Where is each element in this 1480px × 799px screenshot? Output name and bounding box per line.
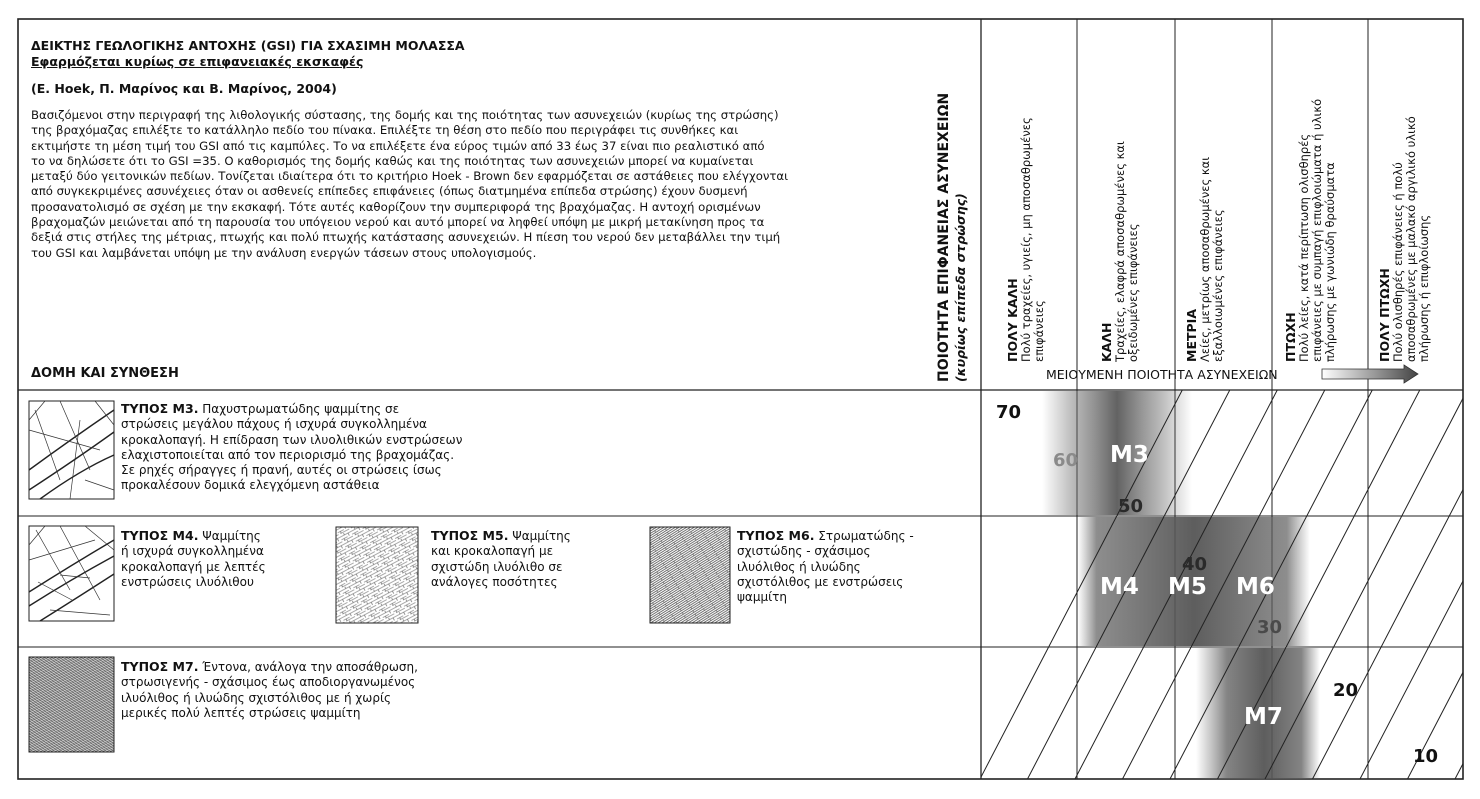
type-m3-description: ΤΥΠΟΣ Μ3. Παχυστρωματώδης ψαμμίτης σε στρώσεις μεγάλου πάχους ή ισχυρά συγκολλημένα κροκαλοπαγή. Η επίδραση των ιλυολιθικών ενστρώσεων ελαχιστοποιείται από τον περιορισμό της βραχομάζας. Σε ρηχές σήραγγες ή πρανή, αυτές οι στρώσεις ίσως προκαλέσουν δομικά ελεγχόμενη αστάθεια [121, 401, 463, 493]
intro-block [31, 38, 931, 261]
type-m6-description: ΤΥΠΟΣ Μ6. Στρωματώδης - σχιστώδης - σχάσιμος ιλυόλιθος ή ιλυώδης σχιστόλιθος με ενστρώσεις ψαμμίτη [737, 528, 914, 605]
surface-quality-title: ΠΟΙΟΤΗΤΑ ΕΠΙΦΑΝΕΙΑΣ ΑΣΥΝΕΧΕΙΩΝ [936, 92, 952, 382]
authors: (Ε. Hoek, Π. Μαρίνος και Β. Μαρίνος, 2004) [31, 81, 337, 96]
structure-heading: ΔΟΜΗ ΚΑΙ ΣΥΝΘΕΣΗ [31, 366, 179, 381]
gsi-value-40: 40 [1182, 554, 1208, 575]
gsi-value-70: 70 [996, 402, 1022, 423]
zone-label-m4: M4 [1100, 574, 1139, 600]
gsi-contour-line [1455, 390, 1480, 779]
gsi-contour-line [1408, 390, 1480, 779]
type-m5-description: ΤΥΠΟΣ Μ5. Ψαμμίτης και κροκαλοπαγή με σχιστώδη ιλυόλιθο σε ανάλογες ποσότητες [431, 528, 571, 589]
zone-label-m5: M5 [1168, 574, 1207, 600]
type-m7-description: ΤΥΠΟΣ Μ7. Έντονα, ανάλογα την αποσάθρωση, στρωσιγενής - σχάσιμος έως αποδιοργανωμένος ιλυόλιθος ή ιλυώδης σχιστόλιθος με ή χωρίς μερικές πολύ λεπτές στρώσεις ψαμμίτη [121, 659, 418, 720]
zone-label-m3: M3 [1110, 442, 1149, 468]
gsi-value-50: 50 [1118, 496, 1144, 517]
sketch-m5 [336, 527, 418, 623]
sketch-m4 [29, 526, 114, 621]
type-m4-description: ΤΥΠΟΣ Μ4. Ψαμμίτης ή ισχυρά συγκολλημένα κροκαλοπαγή με λεπτές ενστρώσεις ιλυόλιθου [121, 528, 266, 589]
gsi-value-10: 10 [1413, 746, 1439, 767]
gsi-contour-line [1360, 390, 1480, 779]
zone-label-m7: M7 [1244, 704, 1283, 730]
decreasing-quality-arrow [1322, 365, 1418, 383]
gsi-value-60: 60 [1053, 450, 1079, 471]
chart-subtitle: Εφαρμόζεται κυρίως σε επιφανειακές εκσκαφές [31, 54, 364, 69]
gsi-value-30: 30 [1257, 617, 1283, 638]
gsi-contour-line [1313, 390, 1480, 779]
chart-title: ΔΕΙΚΤΗΣ ΓΕΩΛΟΓΙΚΗΣ ΑΝΤΟΧΗΣ (GSI) ΓΙΑ ΣΧΑΣΙΜΗ ΜΟΛΑΣΣΑ [31, 38, 465, 53]
surface-quality-subtitle: (κυρίως επίπεδα στρώσης) [953, 193, 968, 382]
decreasing-quality-label: ΜΕΙΟΥΜΕΝΗ ΠΟΙΟΤΗΤΑ ΑΣΥΝΕΧΕΙΩΝ [1046, 367, 1278, 382]
sketch-m3 [29, 401, 114, 499]
gsi-value-20: 20 [1333, 680, 1359, 701]
sketch-m6 [650, 527, 730, 623]
zone-label-m6: M6 [1236, 574, 1275, 600]
intro-paragraph: Βασιζόμενοι στην περιγραφή της λιθολογικής σύστασης, της δομής και της ποιότητας των ασυνεχειών (κυρίως της στρώσης) της βραχόμαζας επιλέξτε το κατάλληλο πεδίο του πίνακα. Επιλέξτε τη θέση στο πεδίο που περιγράφει τις συνθήκες και εκτιμήστε τη μέση τιμή του GSI από τις καμπύλες. Το να επιλέξετε ένα εύρος τιμών από 33 έως 37 είναι πιο ρεαλιστικό από το να δηλώσετε ότι το GSI =35. Ο καθορισμός της δομής καθώς και της ποιότητας των ασυνεχειών μπορεί να κυμαίνεται μεταξύ δύο γειτονικών πεδίων. Τονίζεται ιδιαίτερα ότι το κριτήριο Hoek - Brown δεν εφαρμόζεται σε αστάθειες που ελέγχονται από συγκεκριμένες ασυνέχειες όταν οι ασθενείς επίπεδες επιφάνειες (όπως διατμημένα επίπεδα στρώσης) έχουν δυσμενή προσανατολισμό σε σχέση με την εκσκαφή. Τότε αυτές καθορίζουν την συμπεριφορά της βραχόμαζας. Η αντοχή ορισμένων βραχομαζών μειώνεται από τη παρουσία του υπόγειου νερού και αυτό μπορεί να ληφθεί υπόψη με μικρή μετακίνηση προς τα δεξιά στις στήλες της μέτριας, πτωχής και πολύ πτωχής κατάστασης ασυνεχειών. Η πίεση του νερού δεν μεταβάλλει την τιμή του GSI και λαμβάνεται υπόψη με την ανάλυση ενεργών τάσεων στους υπολογισμούς. [31, 108, 789, 260]
sketch-m7 [29, 657, 114, 752]
